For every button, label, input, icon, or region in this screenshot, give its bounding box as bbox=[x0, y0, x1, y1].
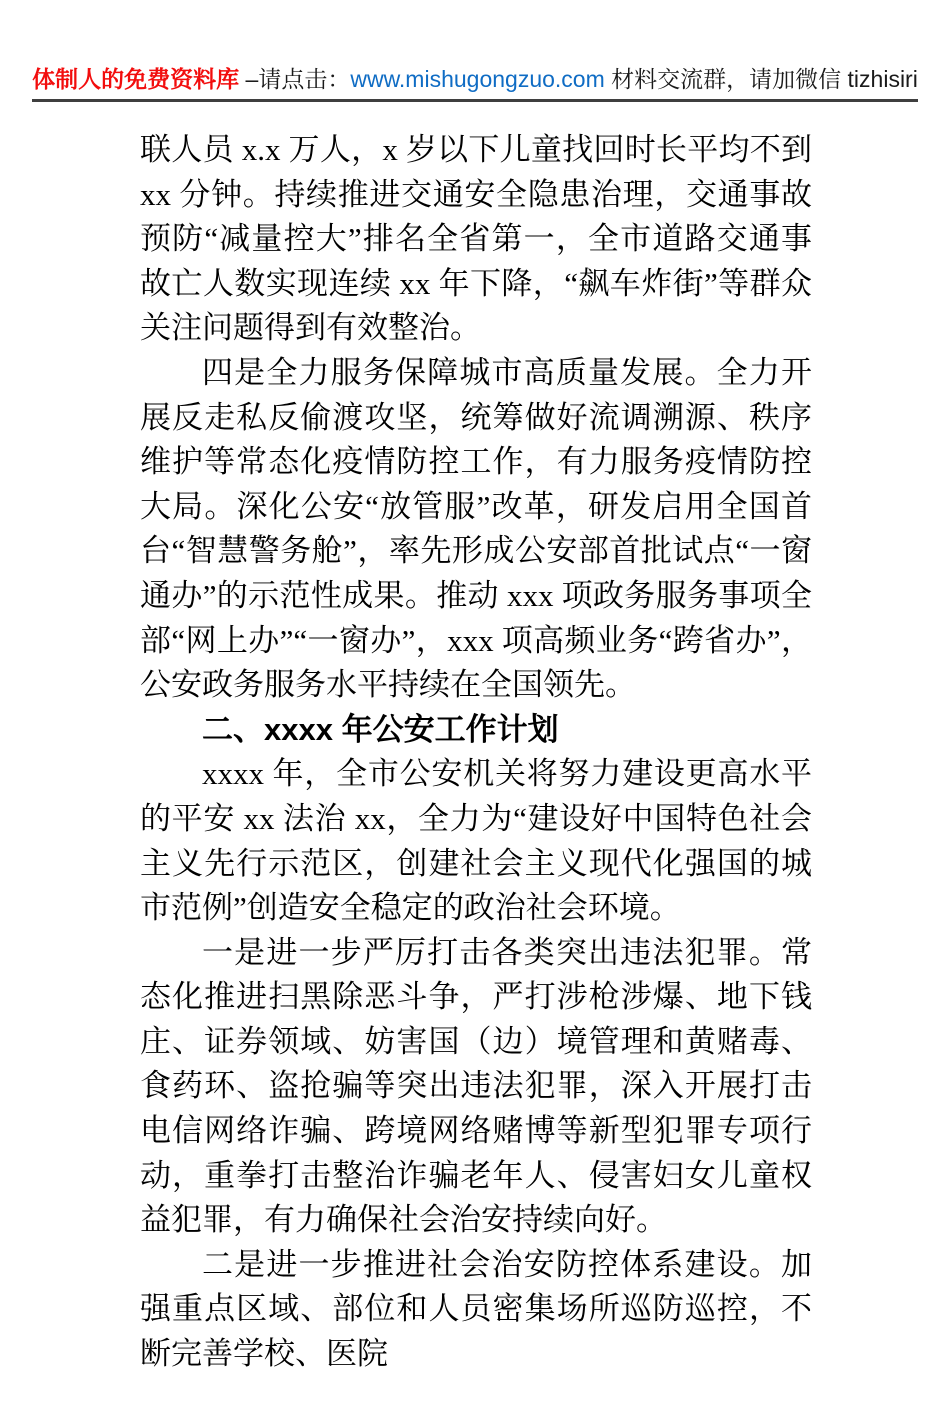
document-page bbox=[0, 64, 950, 1377]
promo-click-label: –请点击： bbox=[239, 66, 351, 92]
section-heading: 二、xxxx 年公安工作计划 bbox=[202, 711, 559, 747]
doc-paragraph: 四是全力服务保障城市高质量发展。全力开展反走私反偷渡攻坚，统筹做好流调溯源、秩序维护等常态化疫情防控工作，有力服务疫情防控大局。深化公安“放管服”改革，研发启用全国首台“智慧警务舱”，率先形成公安部首批试点“一窗通办”的示范性成果。推动 xxx 项政务服务事项全部“网上办”“一窗办”，xxx 项高频业务“跨省办”，公安政务服务水平持续在全国领先。 bbox=[140, 354, 812, 703]
doc-paragraph-cutoff: 二是进一步推进社会治安防控体系建设。加强重点区域、部位和人员密集场所巡防巡控，不断完善学校、医院 bbox=[140, 1246, 812, 1372]
promo-link[interactable]: www.mishugongzuo.com bbox=[350, 66, 605, 92]
doc-paragraph-continuation: 联人员 x.x 万人，x 岁以下儿童找回时长平均不到 xx 分钟。持续推进交通安全隐患治理，交通事故预防“减量控大”排名全省第一，全市道路交通事故亡人数实现连续 xx 年下降，“飙车炸街”等群众关注问题得到有效整治。 bbox=[140, 132, 812, 346]
doc-paragraph: 一是进一步严厉打击各类突出违法犯罪。常态化推进扫黑除恶斗争，严打涉枪涉爆、地下钱庄、证券领域、妨害国（边）境管理和黄赌毒、食药环、盗抢骗等突出违法犯罪，深入开展打击电信网络诈骗、跨境网络赌博等新型犯罪专项行动，重拳打击整治诈骗老年人、侵害妇女儿童权益犯罪，有力确保社会治安持续向好。 bbox=[140, 934, 812, 1238]
promo-site-name: 体制人的免费资料库 bbox=[32, 66, 240, 92]
promo-suffix: 材料交流群，请加微信 tizhisiri bbox=[604, 66, 918, 92]
doc-paragraph: xxxx 年，全市公安机关将努力建设更高水平的平安 xx 法治 xx，全力为“建设好中国特色社会主义先行示范区，创建社会主义现代化强国的城市范例”创造安全稳定的政治社会环境。 bbox=[140, 756, 812, 926]
document-body bbox=[140, 128, 812, 1377]
promo-header bbox=[32, 64, 918, 102]
